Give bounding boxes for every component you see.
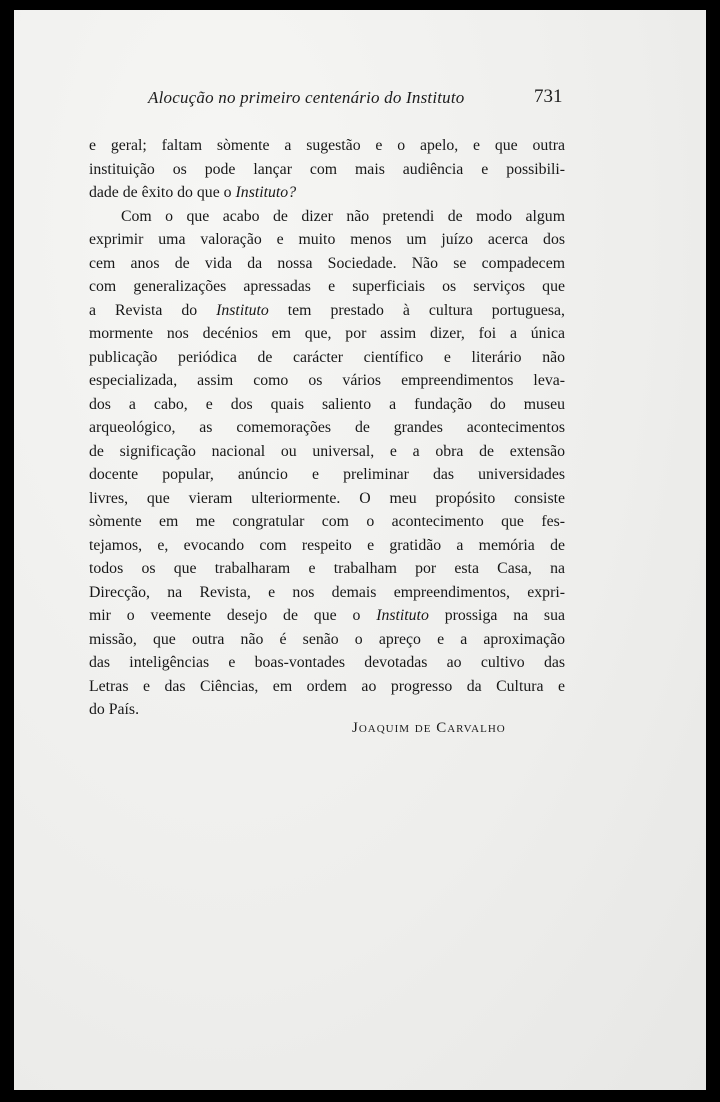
- text-line: mormente nos decénios em que, por assim dizer, foi a única: [89, 325, 565, 342]
- text-segment: prossiga na sua: [444, 607, 565, 624]
- text-line: com generalizações apressadas e superficiais os serviços que: [89, 278, 565, 295]
- text-line: livres, que vieram ulteriormente. O meu propósito consiste: [89, 489, 565, 507]
- text-segment: a Revista do: [89, 301, 198, 319]
- italic-term: Instituto?: [235, 184, 297, 201]
- text-line: arqueológico, as comemorações de grandes acontecimentos: [89, 419, 565, 436]
- text-line: exprimir uma valoração e muito menos um juízo acerca dos: [89, 231, 565, 248]
- text-line: e geral; faltam sòmente a sugestão e o apelo, e que outra: [89, 137, 565, 154]
- text-line: especializada, assim como os vários empreendimentos leva-: [89, 372, 565, 389]
- text-line: publicação periódica de carácter científico e literário não: [89, 348, 565, 366]
- text-line: missão, que outra não é senão o apreço e a aproximação: [89, 630, 565, 648]
- page-paper: [14, 10, 706, 1090]
- text-line: sòmente em me congratular com o acontecimento que fes-: [89, 513, 565, 530]
- page-number: 731: [534, 86, 563, 107]
- text-line: todos os que trabalharam e trabalham por esta Casa, na: [89, 560, 565, 577]
- text-line: dos a cabo, e dos quais saliento a fundação do museu: [89, 395, 565, 413]
- text-line: das inteligências e boas-vontades devotadas ao cultivo das: [89, 654, 565, 671]
- text-segment: dade de êxito do que o: [89, 184, 232, 201]
- paragraph-2: [89, 205, 565, 722]
- text-line: Com o que acabo de dizer não pretendi de modo algum: [121, 207, 565, 225]
- text-line: de significação nacional ou universal, e a obra de extensão: [89, 442, 565, 460]
- text-line: tejamos, e, evocando com respeito e gratidão a memória de: [89, 536, 565, 554]
- running-title: Alocução no primeiro centenário do Instituto: [148, 88, 465, 107]
- italic-term: Instituto: [376, 607, 429, 624]
- text-line: [89, 604, 565, 628]
- text-line: Letras e das Ciências, em ordem ao progresso da Cultura e: [89, 677, 565, 695]
- text-segment: mir o veemente desejo de que o: [89, 607, 361, 624]
- text-line: [89, 299, 565, 323]
- text-line: cem anos de vida da nossa Sociedade. Não se compadecem: [89, 254, 565, 272]
- text-segment: tem prestado à cultura portuguesa,: [287, 301, 566, 319]
- text-line: [89, 181, 565, 205]
- text-line: docente popular, anúncio e preliminar das universidades: [89, 466, 565, 483]
- page-header: [14, 88, 706, 118]
- text-line: Direcção, na Revista, e nos demais empreendimentos, expri-: [89, 583, 565, 601]
- paragraph-1: [89, 134, 565, 205]
- body-text: [89, 134, 565, 722]
- italic-term: Instituto: [216, 301, 269, 319]
- text-line: do País.: [89, 701, 140, 718]
- author-signature: Joaquim de Carvalho: [352, 720, 506, 736]
- text-line: instituição os pode lançar com mais audiência e possibili-: [89, 160, 565, 178]
